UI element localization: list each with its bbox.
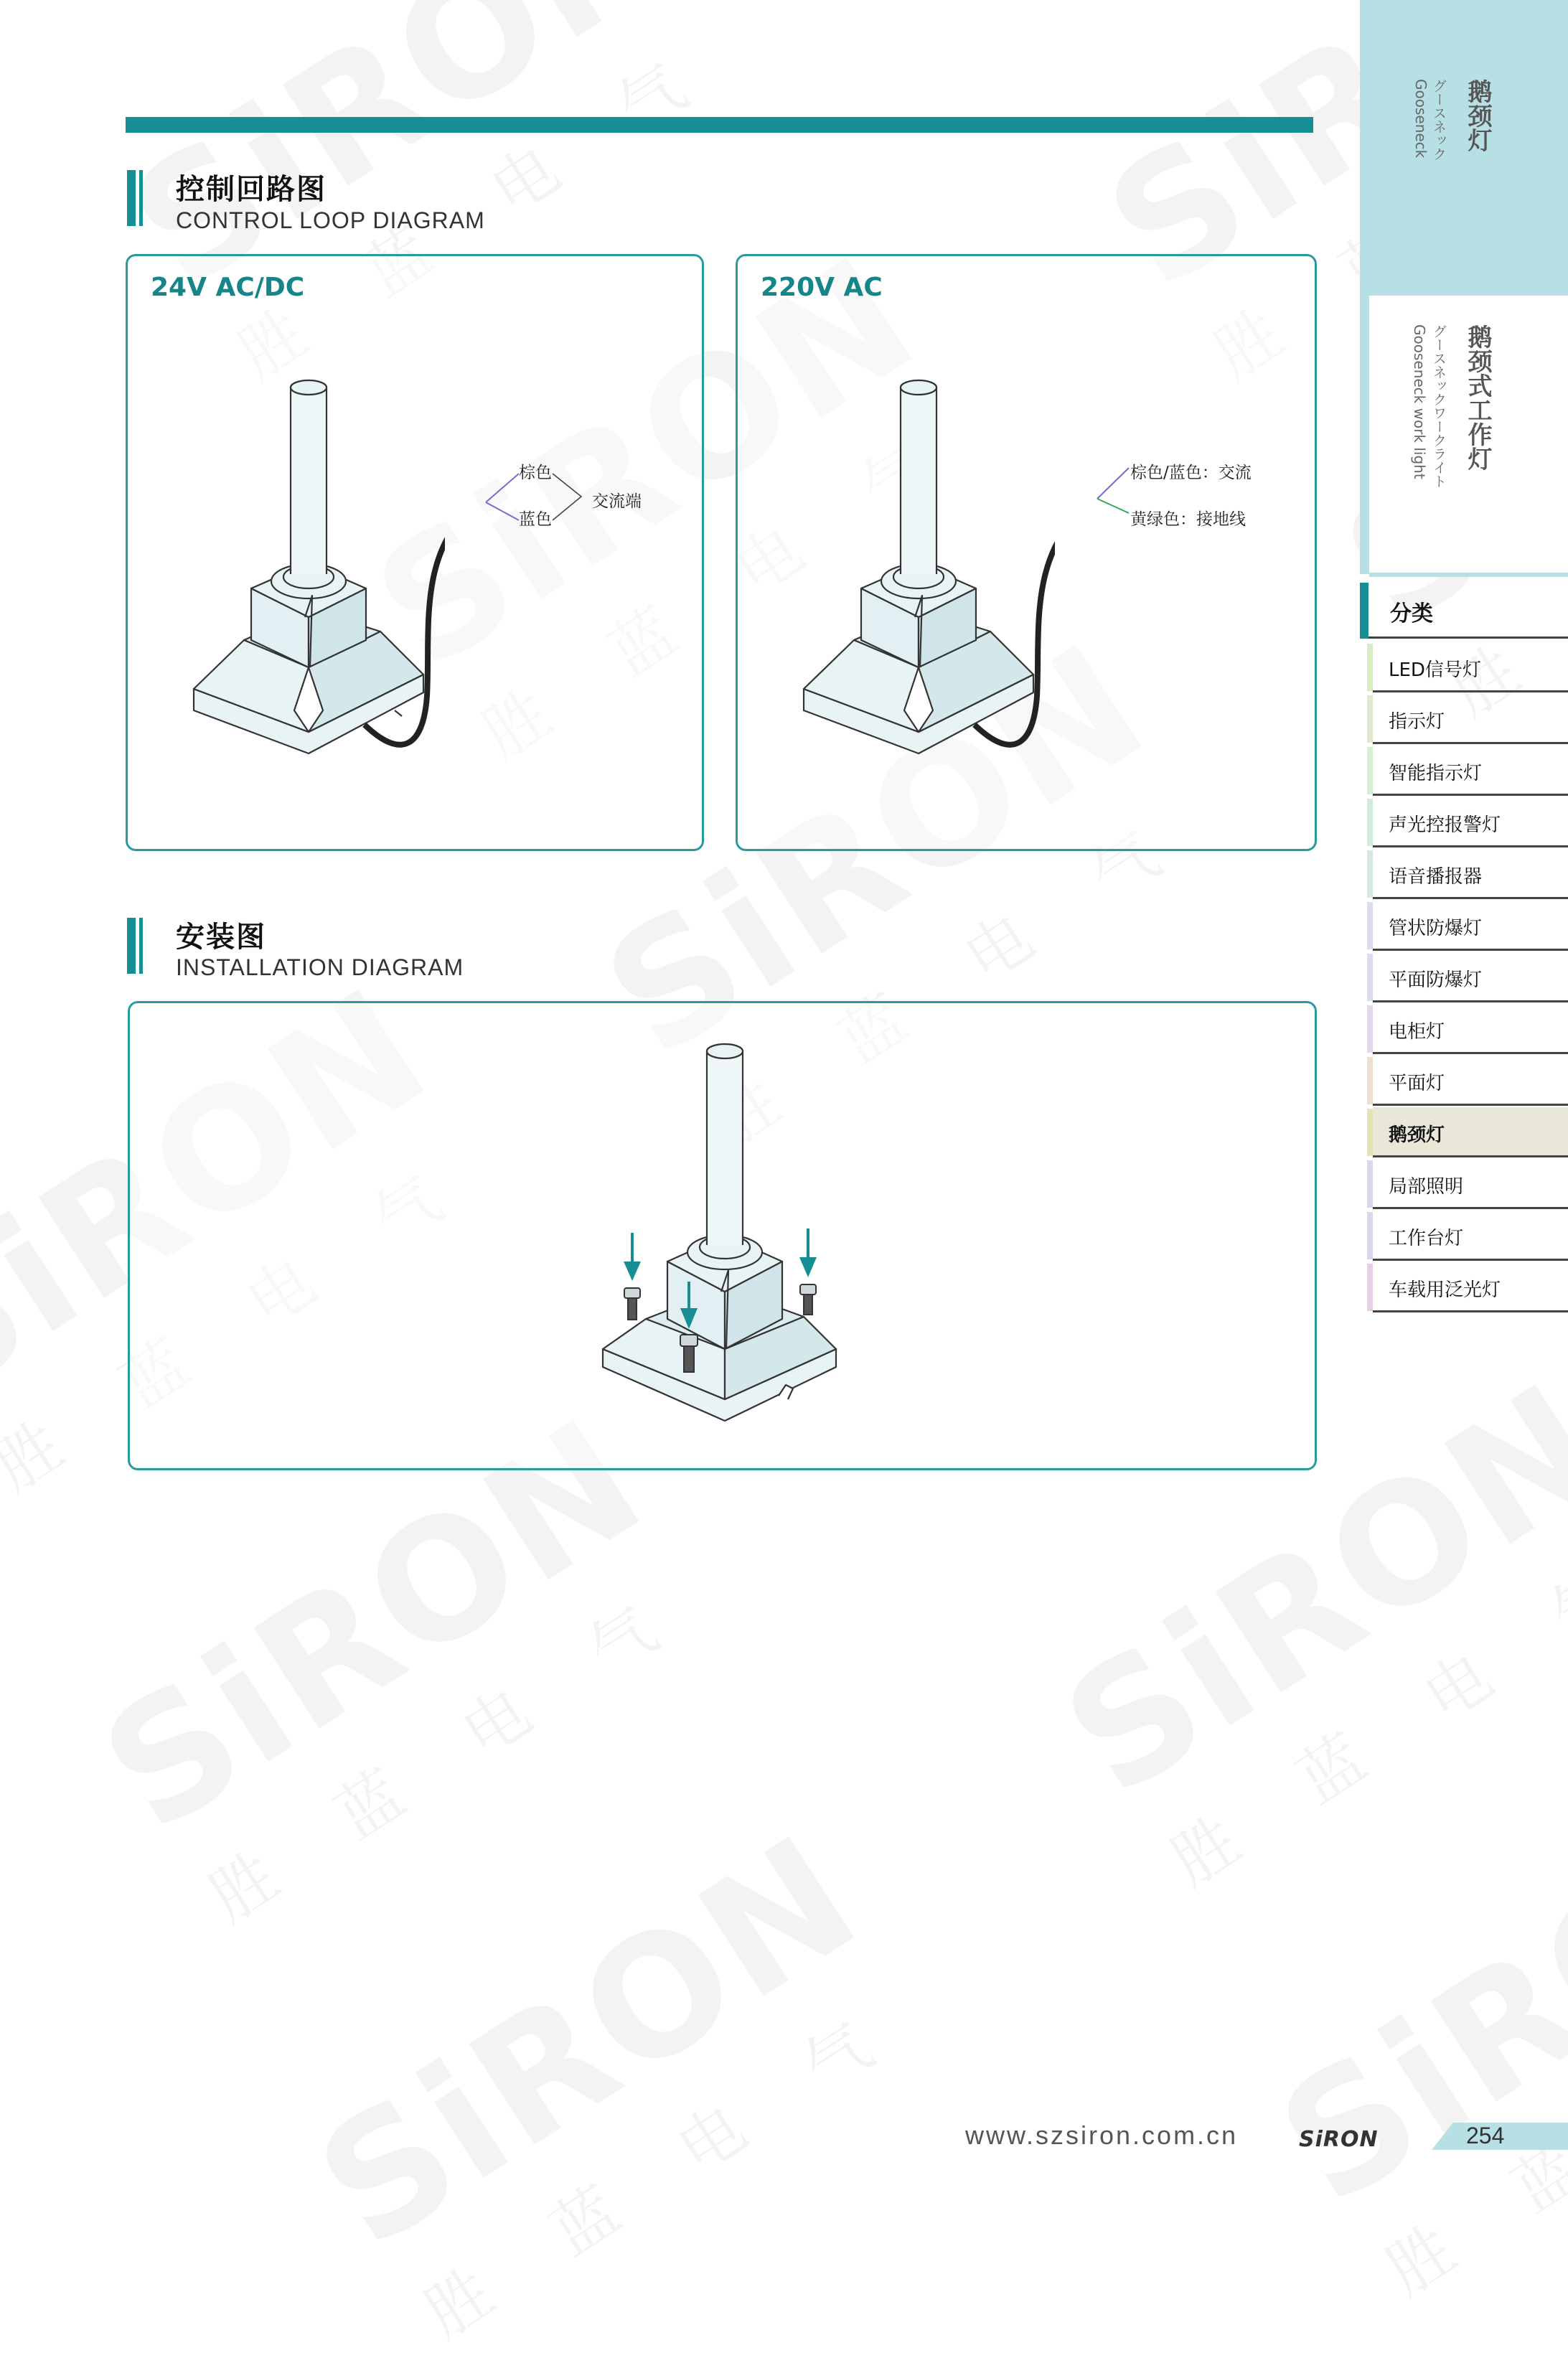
- category-label: 局部照明: [1389, 1176, 1464, 1198]
- sidebar-tab-gooseneck-jp: グースネック: [1431, 79, 1447, 161]
- section-accent: [127, 918, 136, 974]
- wire-label-ac-terminal: 交流端: [592, 492, 642, 511]
- category-item[interactable]: [1367, 901, 1568, 951]
- gooseneck-lamp-24v: [187, 373, 445, 775]
- category-marker: [1367, 1212, 1373, 1259]
- category-label: 鹅颈灯: [1389, 1124, 1445, 1146]
- category-label: 声光控报警灯: [1389, 814, 1501, 836]
- category-underline: [1373, 1207, 1568, 1209]
- category-label: 管状防爆灯: [1389, 918, 1483, 939]
- category-marker: [1367, 644, 1373, 691]
- category-item[interactable]: [1367, 1159, 1568, 1209]
- wire-label-blue: 蓝色: [519, 510, 552, 529]
- category-item[interactable]: [1367, 849, 1568, 899]
- category-item[interactable]: [1367, 1262, 1568, 1312]
- installation-diagram: [596, 1033, 854, 1435]
- watermark: [287, 1788, 959, 2363]
- category-label: 电柜灯: [1389, 1021, 1445, 1043]
- sidebar-tab-gooseneck-en: Gooseneck: [1412, 79, 1429, 159]
- sidebar-tab-worklight-jp: グースネックワークライト: [1431, 324, 1447, 488]
- category-item[interactable]: [1367, 694, 1568, 744]
- category-marker: [1367, 799, 1373, 846]
- category-label: 平面灯: [1389, 1073, 1445, 1094]
- section-accent: [127, 170, 136, 226]
- category-marker: [1367, 1264, 1373, 1311]
- category-underline: [1369, 636, 1568, 639]
- footer-logo: SiRON: [1299, 2127, 1379, 2152]
- category-label: LED信号灯: [1389, 659, 1481, 681]
- category-label: 工作台灯: [1389, 1228, 1464, 1249]
- category-underline: [1373, 845, 1568, 847]
- category-label: 指示灯: [1389, 711, 1445, 733]
- sidebar-tab-worklight-cn[interactable]: 鹅颈式工作灯: [1463, 324, 1492, 471]
- category-underline: [1373, 1155, 1568, 1157]
- wire-label-ground: 黄绿色：接地线: [1130, 510, 1246, 529]
- category-marker: [1367, 850, 1373, 898]
- category-underline: [1373, 690, 1568, 692]
- category-underline: [1373, 742, 1568, 744]
- sidebar-tab-gooseneck-cn[interactable]: 鹅颈灯: [1463, 79, 1492, 152]
- watermark: [1249, 1745, 1568, 2320]
- category-underline: [1373, 1052, 1568, 1054]
- category-label: 智能指示灯: [1389, 763, 1483, 784]
- section-subtitle-control: CONTROL LOOP DIAGRAM: [176, 207, 485, 233]
- footer-url[interactable]: www.szsiron.com.cn: [965, 2120, 1239, 2150]
- category-marker: [1367, 954, 1373, 1001]
- category-item[interactable]: [1367, 1004, 1568, 1054]
- category-marker: [1367, 902, 1373, 949]
- category-underline: [1373, 1259, 1568, 1261]
- section-accent: [139, 918, 143, 974]
- category-item[interactable]: [1367, 642, 1568, 692]
- section-title-install: 安装图: [176, 921, 266, 954]
- header-bar: [126, 117, 1313, 133]
- category-marker: [1367, 1057, 1373, 1104]
- page-number-badge: [1432, 2123, 1568, 2150]
- category-item-active[interactable]: [1367, 1107, 1568, 1157]
- wire-label-ac: 棕色/蓝色：交流: [1130, 464, 1252, 482]
- category-label: 语音播报器: [1389, 866, 1483, 888]
- panel-24v-label: 24V AC/DC: [151, 273, 305, 302]
- category-marker: [1367, 747, 1373, 794]
- panel-220v-label: 220V AC: [761, 273, 883, 302]
- category-item[interactable]: [1367, 746, 1568, 796]
- category-marker: [1367, 1005, 1373, 1053]
- section-subtitle-install: INSTALLATION DIAGRAM: [176, 954, 464, 980]
- wire-label-brown: 棕色: [519, 464, 552, 482]
- category-item[interactable]: [1367, 1211, 1568, 1261]
- sidebar-divider: [1369, 573, 1568, 577]
- category-marker: [1367, 695, 1373, 743]
- category-accent: [1360, 583, 1369, 639]
- category-label: 车载用泛光灯: [1389, 1279, 1501, 1301]
- category-item[interactable]: [1367, 1056, 1568, 1106]
- section-accent: [139, 170, 143, 226]
- category-marker: [1367, 1160, 1373, 1208]
- page-number: 254: [1466, 2123, 1505, 2148]
- category-label: 平面防爆灯: [1389, 969, 1483, 991]
- category-underline: [1373, 949, 1568, 951]
- section-title-control: 控制回路图: [176, 173, 327, 206]
- category-item[interactable]: [1367, 952, 1568, 1002]
- category-marker: [1367, 1109, 1373, 1156]
- category-underline: [1373, 897, 1568, 899]
- category-underline: [1373, 1104, 1568, 1106]
- category-underline: [1373, 1000, 1568, 1002]
- category-underline: [1373, 794, 1568, 796]
- category-item[interactable]: [1367, 797, 1568, 847]
- category-underline: [1373, 1310, 1568, 1312]
- category-title: 分类: [1390, 601, 1433, 626]
- gooseneck-lamp-220v: [797, 373, 1055, 775]
- category-header: [1360, 583, 1568, 639]
- sidebar-tab-worklight-en: Gooseneck work light: [1411, 324, 1428, 479]
